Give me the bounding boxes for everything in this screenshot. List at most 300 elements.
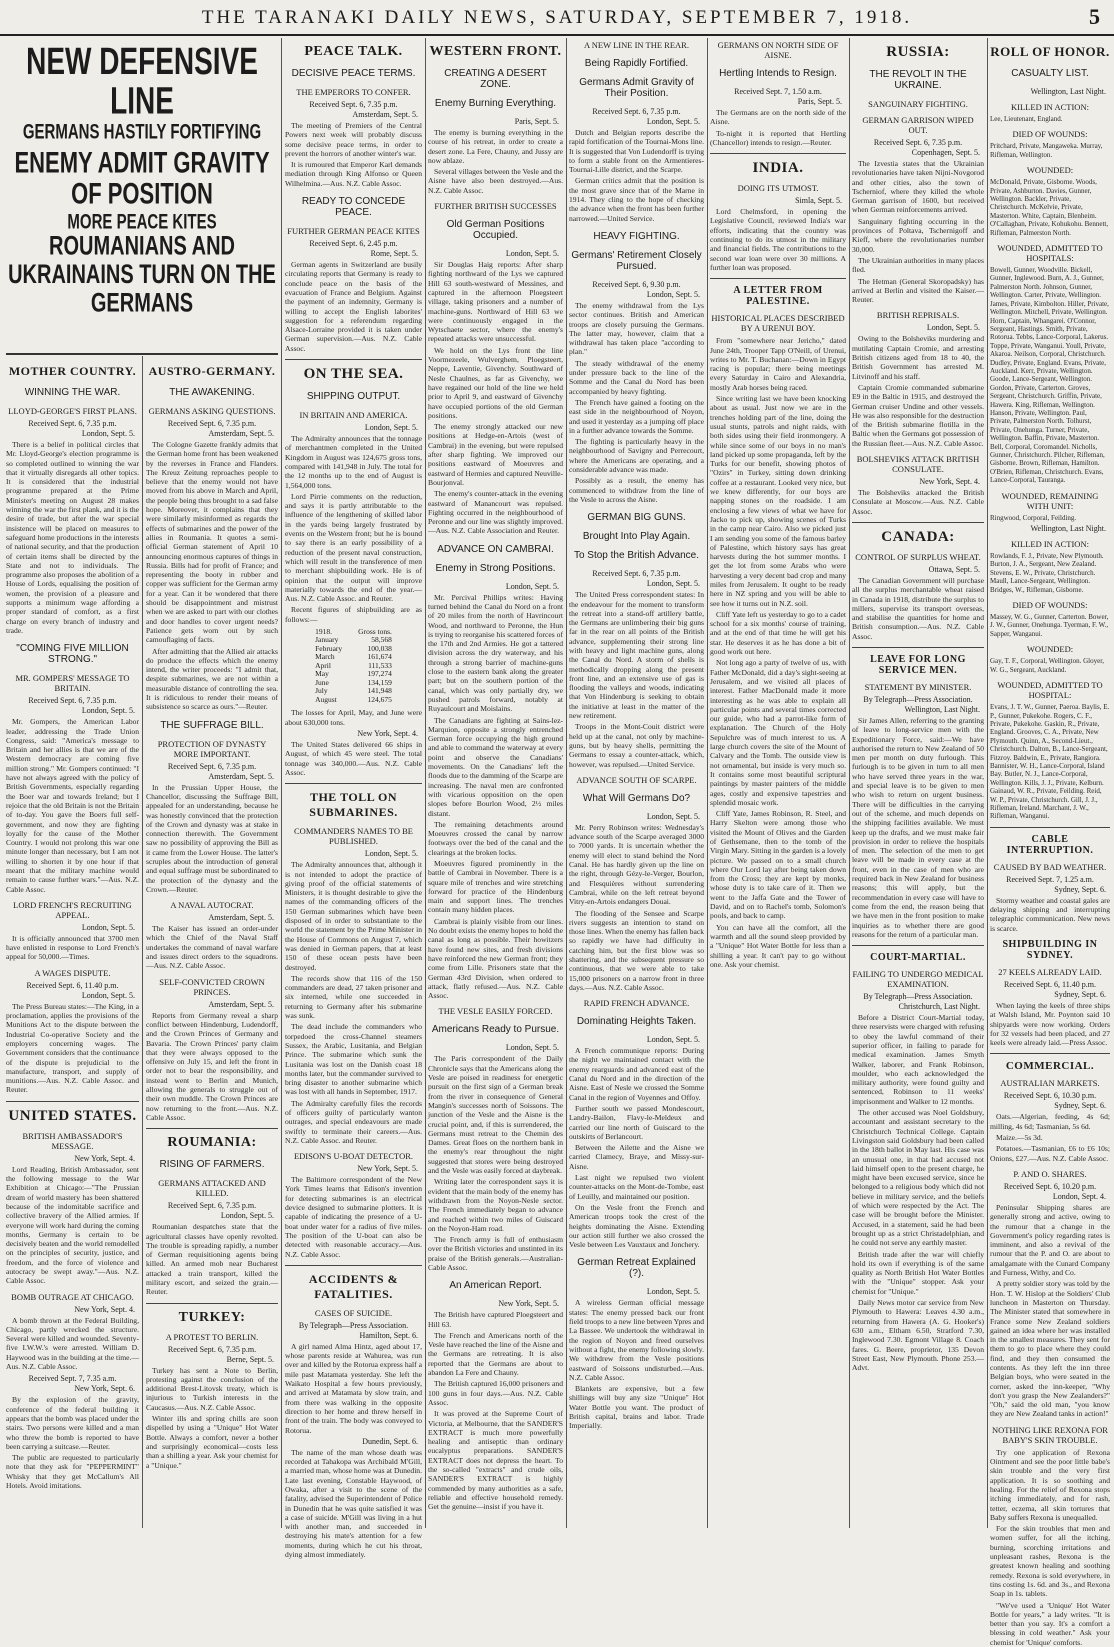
column-rule [566, 38, 567, 1528]
dateline: Hamilton, Sept. 6. [359, 1330, 418, 1340]
casualty-list: McDonald, Private, Gisborne. Woods, Private, Ashburton. Davies, Gunner, Wellington. Backler, Private, Christchurch. McKelvie, Private, Masterton. White, Captain, Blenheim. O'Callaghan, Private, Kohukohu. Bennett, Rifleman, Palmerston North. [990, 178, 1109, 237]
article-subhead: A WAGES DISPUTE. [34, 967, 111, 978]
column-5 [569, 38, 704, 1528]
dateline: Received Sept. 6, 10.20 p.m. [1003, 1181, 1097, 1191]
table-header: Gross tons. [358, 626, 392, 636]
dateline: London, Sept. 5. [81, 429, 135, 438]
article-headline: WINNING THE WAR. [24, 387, 121, 398]
article-text: The Kaiser has issued an order-under which the Chief of the Naval Staff undertakes the command of naval warfare and issues direct orders to the squadrons.—Aus. N.Z. Cable Assoc. [146, 924, 278, 971]
dateline: Paris, Sept. 5. [514, 117, 559, 126]
page-number: 5 [1089, 4, 1100, 29]
article-subhead: GERMANS ATTACKED AND KILLED. [158, 1178, 266, 1199]
table-cell: 124,675 [367, 694, 392, 704]
list-label: WOUNDED: [1026, 644, 1074, 655]
dateline: Received Sept. 6, 7.35 p.m. [873, 138, 963, 147]
section-heading: COMMERCIAL. [1005, 1060, 1095, 1073]
dateline: Received Sept. 6, 7.35 p.m. [167, 761, 257, 771]
article-headline: READY TO CONCEDE PEACE. [301, 196, 406, 219]
shipbuilding-table [307, 628, 400, 705]
dateline: New York, Sept. 4. [74, 1304, 135, 1314]
section-heading: PEACE TALK. [304, 44, 403, 59]
article-text: Several villages between the Vesle and the Aisne have also been destroyed.—Aus. N.Z. Cable Assoc. [428, 167, 563, 195]
table-cell: 141,948 [367, 686, 392, 696]
article-text: German critics admit that the position is the most grave since that of the Marne in 1914. They cling to the hope of checking the advance when the front has been further narrowed.—United Service. [569, 176, 704, 223]
dateline: New York, Sept. 4. [74, 1153, 135, 1163]
dateline: London, Sept. 5. [220, 1211, 274, 1221]
divider [990, 827, 1110, 828]
article-headline: "COMING FIVE MILLION STRONG." [16, 643, 129, 666]
casualty-list: Rowlands, F. J., Private, New Plymouth. Burton, J. A., Sergeant, New Zealand. Stevens, E. W., Private, Christchurch. Maull, Lance-Sergeant, Wellington. Bridges, W., Rifleman, Gisborne. [990, 552, 1104, 594]
section-heading: ON THE SEA. [303, 366, 404, 383]
dateline: London, Sept. 5. [364, 849, 418, 859]
article-text: The Canadians are fighting at Sains-lez-Marquion, opposite a strongly entrenched German force occupying the high ground and able to command the waterway at every point and observe the Canadians' movements. On the Canadians' left the floods due to the damming of the Scarpe are increasing. The naval men are confronted with vicarious opposition on the open slopes before Bourlon Wood, 2½ miles distant. [428, 715, 563, 818]
article-text: Lord Pirrie comments on the reduction, and says it is partly attributable to the influence of the lengthening of skilled labor in the yards being largely frustrated by events on the Western front; but he is bound to say there is an early possibility of a reduction of the present naval construction, which will result in the transference of men to merchant shipbuilding work. He is of opinion that the output will improve materially towards the end of the year.—Aus. N.Z. Cable Assoc. and Reuter. [285, 491, 422, 604]
article-subhead: A PROTEST TO BERLIN. [165, 1331, 259, 1342]
article-text: From "somewhere near Jericho," dated June 24th, Trooper Tapp O'Neill, of Urenui, writes to Mr. T. Buchanan:—Down in Egypt racing is popular; there being meetings every Saturday in Cairo and Alexandria, mostly Arab horses being raced. [710, 336, 846, 392]
divider [6, 1101, 139, 1102]
article-text: Writing later the correspondent says it is evident that the main body of the enemy has withdrawn from the Noyon-Nesle sector. The French immediately began to advance and reached within two miles of Guiscard on the Noyon-Ham road. [428, 1177, 563, 1233]
section-heading: ROLL OF HONOR. [990, 44, 1110, 59]
article-subhead: CASES OF SUICIDE. [314, 1307, 393, 1318]
article-subhead: FURTHER BRITISH SUCCESSES [434, 201, 557, 212]
table-cell: 58,568 [371, 635, 392, 645]
dateline: London, Sept. 5. [646, 289, 700, 299]
masthead [0, 0, 1114, 36]
lead-subhead: ENEMY ADMIT GRAVITY OF POSITION [14, 145, 270, 211]
lead-subhead: GERMANS HASTILY FORTIFYING [22, 120, 262, 145]
dateline: London, Sept. 5. [81, 706, 135, 716]
article-text: The remaining detachments around Moeuvres crossed the canal by narrow footways over the bed of the canal and the clearings at the broken locks. [428, 819, 563, 857]
divider [146, 1128, 278, 1129]
dateline: London, Sept. 5. [646, 811, 700, 821]
dateline: Simla, Sept. 5. [795, 196, 842, 206]
casualty-list: Bowell, Gunner, Woodville. Bickell, Gunner, Inglewood. Burn, A. J., Gunner, Palmerston North. Johnson, Gunner, Wellington. Carter, Private, Wellington. James, Private, Kimbolton. Hiller, Private, Wellington. Mitchell, Private, Wellington. Horn, Captain, Whangarei. O'Connor, Sergeant, Hastings. Smith, Private, Rotorua. Tebbs, Lance-Corporal, Lakerus. Toppe, Private, Wanganui. Youll, Private, Akaroa. Neilson, Corporal, Christchurch. Dudley, Private, England. Evans, Private, Auckland. Kerr, Private, Wellington. Goode, Lance-Sergeant, Wellington. Gordon, Private, Carterton. Groves, Sergeant, Christchurch. Griffin, Private, Hawera. King, Rifleman, Wellington. Hanson, Private, Wellington. Paul, Private, Palmerston North. Tolhurst, Private, Onehunga. Turner, Private, Wellington. Baffin, Private, Masterton. Bell, Corporal, Coromandel. Nicholls, Gunner, Christchurch. Pilcher, Rifleman, Gisborne. Brown, Rifleman, Hamilton. O'Brien, Rifleman, Christchurch. Evans, Lance-Corporal, Tauranga. [990, 266, 1109, 485]
dateline: By Telegraph—Press Association. [863, 992, 973, 1002]
dateline: Wellington, Last Night. [1030, 524, 1106, 534]
article-text: The meeting of Premiers of the Central Powers next week will probably discuss some decisive peace terms, in order to prevent the horrors of another winter's war. [285, 121, 422, 158]
advertisement-text: You can have all the comfort, all the warmth and all the sound sleep provided by a "Unique" Hot Water Bottle for less than a shilling a year. It can't pay to go without one. Ask your chemist. [710, 922, 846, 969]
section-heading: MOTHER COUNTRY. [8, 364, 137, 378]
list-label: WOUNDED: [1026, 165, 1074, 176]
section-heading: LEAVE FOR LONG SERVICE MEN. [870, 653, 966, 676]
dateline: London, Sept. 5. [364, 423, 418, 433]
article-text: Not long ago a party of twelve of us, with Father McDonald, did a day's sight-seeing at Jerusalem, and we visited all places of interest. Father MacDonald made it more interesting as he was able to explain all particular points and several times corrected our guide, who had a parrot-like form of explanation. The Church of the Holy Sepulchre was of much interest to us. A large church covers the site of the Mount of Calvary and the Tomb. The outside view is not ornamental, but inside is very much so. It contains some most beautiful scriptural paintings by master painters of the middle ages, costly and expensive tapestries and splendid mosaic work. [710, 658, 846, 807]
article-headline: RISING OF FARMERS. [159, 1159, 265, 1171]
article-headline: Germans' Retirement Closely Pursued. [571, 249, 702, 272]
dateline: New York, Sept. 5. [498, 1299, 559, 1309]
article-subhead: LLOYD-GEORGE'S FIRST PLANS. [8, 406, 137, 416]
article-text: The French have gained a footing on the east side in the neighbourhood of Noyon, and used it yesterday as a jumping off place in a further advance towards the Somme. [569, 397, 704, 435]
section-heading: UNITED STATES. [8, 1107, 137, 1124]
article-subhead: AUSTRALIAN MARKETS. [1000, 1078, 1100, 1089]
lead-subhead: ROUMANIANS AND UKRAINAINS TURN ON THE GERMANS [8, 232, 276, 319]
dateline: Sydney, Sept. 6. [1054, 1101, 1106, 1111]
article-text: We hold on the Lys front the line Voormezeele, Wulverghem, Ploegsteert, Neppe, Laventie, Givenchy. Southward of Nesle Chaulnes, as far as Givenchy, we have regained our hold of the line we held prior to April 9, and eastward of Givenchy have occupied portions of the old German positions. [428, 345, 563, 420]
list-label: DIED OF WOUNDS: [1012, 129, 1088, 140]
article-text: On the Vesle front the French and American troops took the crest of the heights dominating the Aisne. Extending our action still further we also crossed the Vesle between Les Vauxtaux and Jonchery. [569, 1202, 704, 1250]
article-text: Owing to the Bolsheviks murdering and mutilating Captain Cromie, and arresting British citizens aged from 18 to 40, the British Government has arrested M. Litvinoff and his staff. [852, 334, 984, 381]
list-label: WOUNDED, ADMITTED TO HOSPITALS: [997, 243, 1103, 264]
article-subhead: THE VESLE EASILY FORCED. [438, 1006, 553, 1017]
article-text: The losses for April, May, and June were about 630,000 tons. [285, 708, 422, 727]
article-text: When laying the keels of three ships at Walsh Island, Mr. Poynton said 10 shipyards were now working. Orders for 32 vessels had been placed, and 27 keels were already laid.—Press Assoc. [990, 1000, 1110, 1048]
table-cell: January [315, 635, 339, 645]
dateline: London, Sept. 5. [505, 1043, 559, 1053]
article-text: A pretty soldier story was told by the Hon. T. W. Hislop at the Soldiers' Club luncheon in Masterton on Thursday. The Minister stated that somewhere in France some New Zealand soldiers gained an idea where her was installed in the smallest measures. They sent for them to go to place where they could find, and they then consumed the contents. As they left the inn three Belgian boys, who were seated in the corner, asked the inn-keeper, "Why don't you grasp the New Zealanders?" "Oh," said the old man, "you know they are New Zealand tanks in action!" [990, 1279, 1110, 1419]
dateline: Received Sept. 6, 7.35 p.m. [592, 569, 681, 579]
dateline: London, Sept. 5. [926, 323, 980, 333]
advertisement-text: Try one application of Rexona Ointment and see the poor little babe's skin trouble and the very first application. It is so soothing and healing. For the relief of Rexona stops itching immediately, and for rash, tetter, eczema, all skin tortures that Baby suffers Rexona is unequalled. [990, 1447, 1110, 1522]
article-subhead: EDISON'S U-BOAT DETECTOR. [293, 1151, 414, 1162]
table-cell: July [315, 686, 328, 696]
article-text: Sir Douglas Haig reports: After sharp fighting northward of the Lys we captured Hill 63 south-westward of Messines, and captured in the afternoon Ploegsteert village, taking prisoners and a number of machine-guns. Northward of Hill 63 we were continuously engaged in the Wytschaete sector, where the enemy's repeated attacks were unsuccessful. [428, 260, 563, 344]
advertisement-text: Daily News motor car service from New Plymouth to Hawera: Leaves 4.30 a.m., returning from Hawera (A. G. Hooker's) 630 a.m., Eltham 6.50, Stratford 7.30, Inglewood 7.30. Egmont Village 8. Coach fares. G. Beere, proprietor, 135 Devon Street East, New Plymouth. Phone 253.—Advt. [852, 1298, 984, 1373]
article-text: The Paris correspondent of the Daily Chronicle says that the Americans along the Vesle are poised in readiness for energetic pursuit on the first sign of a German break from the river in consequence of General Mangin's successes north of Soissons. The junction of the Vesle and the Aisne is the crucial point, and, if this is surrendered, the Germans must retreat to the Chemin des Dames. Great floes on the northern bank in the enemy's rear throughout the night suggested that stores were being destroyed and the Vesle was easily forced at daybreak. [428, 1054, 563, 1176]
article-subhead: FURTHER GERMAN PEACE KITES [287, 226, 420, 237]
article-headline: SHIPPING OUTPUT. [306, 391, 401, 403]
section-heading: A LETTER FROM PALESTINE. [733, 285, 823, 308]
section-heading: CANADA: [881, 528, 955, 545]
article-headline: An American Report. [449, 1280, 542, 1292]
table-cell: 111,533 [368, 660, 392, 670]
article-text: A girl named Alma Hintz, aged about 17, whose parents reside at Wahurea, was run over and killed by the Rotorua express half a mile past Matamata yesterday. She left the Waikato Hospital a few hours previously, and arrived at Matamata by slow train, and from there was walking in the opposite direction to her home and threw herself in front of the train. The body was conveyed to Rotorua. [285, 1341, 422, 1435]
article-text: The Press Bureau states:—The King, in a proclamation, applies the provisions of the Munitions Act to the dispute between the Industrial Co-operative Society and the employers concerning wages. The Government considers that the continuance of the dispute is prejudicial to the manufacture, transport, and supply of munitions.—Aus. N.Z. Cable Assoc. and Reuter. [6, 1001, 139, 1095]
dateline: Received Sept. 6, 7.35 p.m. [28, 696, 117, 706]
lead-story-headlines [6, 38, 278, 358]
dateline: Rome, Sept. 5. [370, 249, 418, 259]
table-cell: March [315, 652, 335, 662]
article-subhead: BOLSHEVIKS ATTACK BRITISH CONSULATE. [856, 454, 980, 475]
article-text: Possibly as a result, the enemy has commenced to withdraw from the line of the Vesle to across the Aisne. [569, 476, 704, 504]
casualty-list: Gay, T. F., Corporal, Wellington. Gloyer, W. G., Sergeant, Auckland. [990, 657, 1105, 674]
article-text: The French and Americans north of the Vesle have reached the line of the Aisne and the Germans are retreating. It is also reported that the Germans are about to abandon La Fere and Chauny. [428, 1330, 563, 1378]
dateline: Wellington, Last Night. [1030, 87, 1106, 96]
article-text: The name of the man whose death was recorded at Tahakopa was Archibald M'Gill, a married man, whose home was at Dunedin. Late last evening, Constable Haywood, of Owaka, after a visit to the scene of the fatality, advised the Superintendent of Police in Dunedin that he was quite satisfied it was a case of suicide. M'Gill was living in a hut with another man, and succeeded in destroying his mate's attention for a few moments, during which he cut his throat, dying almost immediately. [285, 1447, 422, 1560]
article-subhead: SANGUINARY FIGHTING. [868, 99, 968, 109]
article-text: The Germans are on the north side of the Aisne. [710, 108, 846, 127]
lead-subhead: MORE PEACE KITES [67, 210, 217, 234]
article-subhead: IN BRITAIN AND AMERICA. [299, 410, 408, 421]
dateline: By Telegraph—Press Association. [863, 694, 973, 704]
table-header: 1918. [315, 626, 332, 636]
article-text: By the explosion of the gravity, conference of the federal building it appears that the bomb was placed under the stairs. Two persons were killed and a man who threw the bomb is reported to have been carrying a suitcase.—Reuter. [6, 1395, 139, 1451]
article-headline: Brought Into Play Again. [582, 531, 691, 543]
article-text: The records show that 116 of the 150 commanders are dead, 27 taken prisoner and six interned, while one succeeded in returning to Germany after his submarine was sunk. [285, 973, 422, 1021]
article-text: Cambrai is plainly visible from our lines. No doubt exists the enemy hopes to hold the canal as long as possible. Their howitzers have found new sites, and fresh divisions have reinforced the new German front; they come from Lille. Prisoners state that the German 43rd Division, when ordered to attack, flatly refused.—Aus. N.Z. Cable Assoc. [428, 916, 563, 1001]
table-cell: April [315, 660, 331, 670]
article-text: Further south we passed Mondescourt, Landry-Bailon, Flavy-le-Meldeux and carried our line north of Guiscard to the outskirts of Berlancourt. [569, 1103, 704, 1141]
dateline: Received Sept. 6, 7.35 p.m. [167, 1344, 257, 1354]
article-text: Peninsular Shipping shares are generally strong and active, owing to the rumour that a change in the Government's policy regarding rates is imminent, and also a revival of the rumour that the P. and O. are about to amalgamate with the Cunard Company and Furness, Withy, and Co. [990, 1202, 1110, 1278]
article-subhead: GERMANS ON NORTH SIDE OF AISNE. [717, 40, 839, 60]
article-subhead: A NEW LINE IN THE REAR. [584, 40, 689, 50]
article-text: The Bolsheviks attacked the British Consulate at Moscow.—Aus. N.Z. Cable Assoc. [852, 488, 984, 516]
article-headline: THE REVOLT IN THE UKRAINE. [869, 69, 967, 91]
section-heading: AUSTRO-GERMANY. [148, 364, 276, 378]
article-text: The British captured 16,000 prisoners and 100 guns in four days.—Aus. N.Z. Cable Assoc. [428, 1379, 563, 1407]
dateline: London, Sept. 4. [1052, 1191, 1106, 1201]
table-cell: February [315, 643, 343, 653]
dateline: Received Sept. 6, 9.30 p.m. [592, 279, 681, 289]
advertisement-text: "We've used a 'Unique' Hot Water Bottle for years," a lady writes. "It is better than you say. It's a comfort a blessing in cold weather." Ask your chemist for 'Unique' comforts. [990, 1600, 1110, 1647]
dateline: Sydney, Sept. 6. [1054, 989, 1106, 999]
article-subhead: NOTHING LIKE REXONA FOR BABY'S SKIN TROUBLE. [992, 1424, 1108, 1445]
dateline: New York, Sept. 5. [357, 1164, 418, 1174]
dateline: Amsterdam, Sept. 5. [208, 999, 274, 1009]
column-2 [146, 358, 278, 1528]
dateline: Amsterdam, Sept. 5. [208, 913, 274, 923]
article-text: Last night we repulsed two violent counter-attacks on the Mont-de-Tombe, east of Leuilly, and maintained our position. [569, 1173, 704, 1201]
article-headline: German Retreat Explained (?). [577, 1257, 696, 1280]
article-text: Turkey has sent a Note to Berlin, protesting against the conclusion of the additional Brest-Litovsk treaty, which is injurious to Turkish interests in the Caucasus.—Aus. N.Z. Cable Assoc. [146, 1365, 278, 1412]
section-heading: CABLE INTERRUPTION. [1006, 833, 1094, 856]
article-text: Cliff Yate left us yesterday to go to a cadet school for a six months' course of training, and at the end of that time he will get his star. He deserves it as he has done a bit of good work out here. [710, 609, 846, 657]
article-headline: HEAVY FIGHTING. [593, 230, 680, 242]
article-headline: To Stop the British Advance. [573, 550, 700, 562]
list-label: KILLED IN ACTION: [1011, 539, 1089, 550]
dateline: Copenhagen, Sept. 5. [911, 148, 980, 157]
dateline: London, Sept. 5. [646, 579, 700, 589]
article-text: Mr. Gompers, the American Labor leader, addressing the Trade Union Congress, said: "America's message to Britain and her allies is that we are of the Western democracy are coming five million strong." Mr. Gompers continued: "I have not always agreed with the policy of British Governments, especially regarding the Boer war and towards Ireland; but I rejoice that the old Britain is not the Britain of to-day. You gave the Boers full self-government, and now they are fighting loyally for the cause of the Mother Country. I would not prolong this war one minute longer than necessary, but I am not willing to shorten it by one hour if that meant that the military machine would remain to cause further wars."—Aus. N.Z. Cable Assoc. [6, 717, 139, 894]
article-text: A French communique reports: During the night we maintained contact with the enemy rearguards and advanced east of the Canal du Nord and in the direction of the Aisne. East of Nesle we crossed the Somme Canal in the region of Voyennes and Offoy. [569, 1046, 704, 1102]
article-subhead: COMMANDERS NAMES TO BE PUBLISHED. [294, 826, 413, 847]
article-headline: Dominating Heights Taken. [576, 1016, 697, 1028]
article-text: The Izvestia states that the Ukrainian revolutionaries have taken Nijni-Novgorod and other cities, also the town of Tscherniof, where they killed the whole German garrison of 1600, but received when German reinforcements arrived. [852, 159, 984, 215]
article-text: The fighting is particularly heavy in the neighbourhood of Savigny and Perrecourt, where the Americans are operating, and a considerable advance was made. [569, 437, 704, 475]
lead-headline: NEW DEFENSIVE LINE [26, 40, 258, 122]
article-text: The steady withdrawal of the enemy under pressure back to the line of the Somme and the Canal du Nord has been accompanied by heavy fighting. [569, 358, 704, 396]
column-4 [428, 38, 563, 1528]
article-text: A bomb thrown at the Federal Building, Chicago, partly wrecked the structure. Several were killed and wounded. Seventy-five I.W.W.'s were arrested. William D. Haywood was in the building at the time.—Aus. N.Z. Cable Assoc. [6, 1315, 139, 1372]
article-headline: Hertling Intends to Resign. [719, 68, 837, 79]
article-text: Lord Reading, British Ambassador, sent the following message to the War Exhibition at Chicago:—"The Prussian dream of world mastery has been shattered because of the indomitable sacrifice and collective bravery of the Allied armies. If everyone will work hard during the coming months, Germany is certain to be decisively beaten and the world remodelled on the principles of security, justice, and freedom, and the force of violence and autocracy be swept away."—Aus. N.Z. Cable Assoc. [6, 1164, 139, 1286]
article-text: Recent figures of shipbuilding are as follows:— [285, 605, 422, 624]
list-label: WOUNDED, ADMITTED TO HOSPITAL: [997, 680, 1103, 701]
article-subhead: HISTORICAL PLACES DESCRIBED BY A URENUI BOY. [711, 313, 845, 334]
article-text: After admitting that the Allied air attacks do produce the effects which the enemy intend, the writer proceeds: "I admit that, despite submarines, we are not within a measurable distance of controlling the sea. It is ridiculous to render their means of subsistence so scarce as ours."—Reuter. [146, 646, 278, 712]
article-text: The Canadian Government will purchase all the surplus merchantable wheat raised in Canada in 1918, distribute the surplus to millers, supervise its transport overseas, and stabilise the quantities for home and British consumption.—Aus. N.Z. Cable Assoc. [852, 575, 984, 641]
article-text: The enemy withdrawal from the Lys sector continues. British and American troops are closely pursuing the Germans. The latter may, however, claim that a withdrawal has taken place "according to plan." [569, 300, 704, 357]
article-subhead: ADVANCE SOUTH OF SCARPE. [576, 774, 697, 785]
article-text: Dutch and Belgian reports describe the rapid fortification of the Tournai-Mons line. It is suggested that Von Ludendorff is trying to form a stable front on the Armentieres-Tournai-Lille district, and the Scarpe. [569, 128, 704, 175]
article-subhead: STATEMENT BY MINISTER. [864, 681, 972, 692]
dateline: Berne, Sept. 5. [226, 1354, 274, 1364]
divider [852, 522, 984, 523]
dateline: Received Sept. 6, 7.35 p.m. [167, 1201, 257, 1211]
article-text: The United States delivered 66 ships in August, of which 45 were steel. The total tonnage was 340,000.—Aus. N.Z. Cable Assoc. [285, 740, 422, 777]
casualty-list: Pritchard, Private, Mangaweka. Murray, Rifleman, Wellington. [990, 142, 1103, 159]
table-cell: August [315, 694, 337, 704]
article-text: Troops in the Mont-Couit district were held up at the canal, not only by machine-guns, but by heavy shells, permitting the Germans to essay a counter-attack, which, however, was repulsed.—United Service. [569, 722, 704, 769]
section-heading: ACCIDENTS & FATALITIES. [308, 1271, 399, 1301]
article-text: The enemy strongly attacked our new positions at Hedge-en-Artois (west of Cambrai) in the evening, but were repulsed after sharp fighting. We improved our positions eastward of Moeuvres and eastward of Hermies and captured Neuville-Bourjonval. [428, 422, 563, 487]
advertisement-text: The public are requested to particularly note that they ask for "PEPPERMINT" Whisky that they get McCallum's All Hotels. Avoid imitations. [6, 1453, 139, 1491]
dateline: Received Sept. 6, 7.35 p.m. [167, 419, 257, 428]
dateline: By Telegraph—Press Association. [298, 1320, 409, 1330]
section-heading: INDIA. [752, 160, 804, 177]
dateline: Christchurch, Last Night. [898, 1002, 980, 1012]
casualty-list: Lee, Lieutenant, England. [990, 115, 1063, 123]
article-text: The French army is full of enthusiasm over the British victories and unstinted in its praise of the British generals.—Australian-Cable Assoc. [428, 1235, 563, 1272]
dateline: New York, Sept. 4. [357, 729, 418, 739]
table-cell: 197,274 [367, 669, 392, 679]
article-text: The enemy's counter-attack in the evening eastward of Manancourt was repulsed. Fighting occurred in the neighbourhood of Peronne and our line was slightly improved.—Aus. N.Z. Cable Association and Reuter. [428, 489, 563, 536]
section-heading: SHIPBUILDING IN SYDNEY. [1002, 938, 1098, 961]
advertisement-text: British trade after the war will chiefly hold its own if everything is of the same quality as North British Hot Water Bottles with the "Unique" stopper. Ask your chemist for "Unique." [852, 1249, 984, 1296]
column-rule [425, 38, 426, 1528]
article-headline: CASUALTY LIST. [1011, 68, 1089, 79]
column-3 [285, 38, 422, 1560]
article-headline: Enemy in Strong Positions. [435, 562, 556, 574]
article-text: The United Press correspondent states: In the endeavour for the moment to transform the retreat into a stand-off artillery battle, the Germans are unlimbering their big guns far in the rear on all points of the British advance, supplementing their strong line with heavy and light machine guns, along the Canal du Nord. A storm of shells is methodically dropping along the present front line, and an extensive use of gas is flooding the valleys and woods, indicating that Von Hindenburg is seeking to obtain the initiative at least in the matter of the new retirement. [569, 590, 704, 721]
dateline: Amsterdam, Sept. 5. [208, 429, 274, 438]
article-subhead: GERMAN GARRISON WIPED OUT. [862, 115, 974, 135]
article-text: Captain Cromie commanded submarine E9 in the Baltic in 1915, and destroyed the German cruiser Undine and other vessels. He was also responsible for the destruction of the British submarine flotilla in the Baltic when the Germans got possession of the Russian fleet.—Aus. N.Z. Cable Assoc. [852, 382, 984, 448]
article-subhead: BOMB OUTRAGE AT CHICAGO. [11, 1291, 134, 1302]
column-rule [142, 356, 143, 1528]
article-text: The Cologne Gazette frankly admits that the German home front has been weakened by the reverses in France and Flanders. The Kreuz Zeitung reproaches people to believe that the enemy would not have moved from his above in March and April, the people being thus brought to a sad false hope. Moreover, it complains that they were similarly misinformed as regards the effects of submarines and the power of the allies in Roumania. It quotes a semi-official German statement of April 10 announcing enormous captures of things in Russia. Bills had for profit of France; and representing the booty in rubber and copper was sufficient for the German army for a year. Can it be wondered that there should be disappointment and mistrust when we are asked to part with our clothes and door handles to cover urgent needs? Patience gets worn out by such camouflaging of facts. [146, 440, 278, 645]
table-cell: 100,038 [367, 643, 392, 653]
article-text: The Ukrainian authorities in many places fled. [852, 255, 984, 275]
column-rule [987, 38, 988, 1528]
divider [285, 359, 422, 360]
article-subhead: MR. GOMPERS' MESSAGE TO BRITAIN. [15, 673, 130, 694]
dateline: London, Sept. 5. [81, 922, 135, 932]
article-text: A wireless German official message states: The enemy pressed back our front field troops to a new line between Ypres and La Bassee. We undertook the withdrawal in the region of Noyon and freed ourselves without a fight, the enemy following slowly. We withdrew from the Vesle positions eastward of Soissons undisturbed.—Aus. N.Z. Cable Assoc. [569, 1298, 704, 1382]
article-text: Sanguinary fighting occurring in the provinces of Poltava, Tschernigoff and Kieff, where the revolutionaries number 30,000. [852, 216, 984, 254]
divider [146, 1303, 278, 1304]
article-subhead: BRITISH AMBASSADOR'S MESSAGE. [22, 1130, 123, 1151]
dateline: London, Sept. 5. [646, 1035, 700, 1045]
article-subhead: RAPID FRENCH ADVANCE. [583, 998, 690, 1009]
dateline: Dunedin, Sept. 6. [362, 1436, 418, 1446]
article-subhead: THE EMPERORS TO CONFER. [296, 87, 411, 97]
table-cell: June [315, 677, 329, 687]
article-subhead: CAUSED BY BAD WEATHER. [993, 861, 1107, 872]
dateline: New York, Sept. 6. [74, 1384, 135, 1394]
article-subhead: BRITISH REPRISALS. [876, 310, 960, 321]
article-subhead: FAILING TO UNDERGO MEDICAL EXAMINATION. [852, 969, 984, 990]
article-text: Between the Ailette and the Aisne we carried Clamecy, Braye, and Missy-sur-Aisne. [569, 1143, 704, 1171]
dateline: Received Sept. 6, 7.35 p.m. [592, 107, 681, 116]
article-subhead: PROTECTION OF DYNASTY MORE IMPORTANT. [157, 738, 267, 759]
article-headline: DECISIVE PEACE TERMS. [291, 68, 416, 79]
dateline: Received Sept. 6, 11.40 p.m. [26, 980, 119, 990]
dateline: Amsterdam, Sept. 5. [352, 110, 418, 119]
dateline: London, Sept. 5. [505, 249, 559, 259]
article-headline: Germans Admit Gravity of Their Position. [579, 77, 694, 99]
article-headline: GERMAN BIG GUNS. [587, 512, 686, 524]
advertisement-text: Winter ills and spring chills are soon dispelled by using a "Unique" Hot Water Bottle. Always a comfort, never a bother and surprisingly economical—costs less than a shilling a year. Ask your chemist for a "Unique." [146, 1414, 278, 1470]
article-subhead: 27 KEELS ALREADY LAID. [998, 966, 1102, 977]
article-headline: THE AWAKENING. [169, 387, 255, 398]
column-rule [281, 38, 282, 1528]
dateline: Received Sept. 6, 7.35 p.m. [28, 419, 117, 428]
article-subhead: P. AND O. SHARES. [1013, 1168, 1087, 1179]
article-subhead: LORD FRENCH'S RECRUITING APPEAL. [13, 899, 132, 920]
divider [710, 278, 846, 279]
section-heading: COURT-MARTIAL. [870, 952, 966, 964]
article-text: Oats.—Algerian, feeding, 4s 6d; milling, 4s 6d; Tasmanian, 5s 6d. [990, 1112, 1110, 1131]
dateline: Sydney, Sept. 6. [1054, 884, 1106, 894]
article-text: Moeuvres figured prominently in the battle of Cambrai in November. There is a square mile of trenches and wire stretching forward for practice of the Hindenburg main and support lines. The trenches contain many hidden places. [428, 859, 563, 915]
article-text: Potatoes.—Tasmanian, £6 to £6 10s; Onions, £27.—Aus. N.Z. Cable Assoc. [990, 1144, 1110, 1163]
article-headline: Old German Positions Occupied. [446, 219, 545, 242]
article-text: In the Prussian Upper House, the Chancellor, discussing the Suffrage Bill, appealed for an understanding, because he was honestly convinced that the protection of the Crown and dynasty was at stake in connection therewith. The Government saw no possibility of approving the Bill as it came from the Lower House. The latter's scruples about the introduction of general and equal suffrage must be subordinated to the protection of the dynasty and the Crown.—Reuter. [146, 782, 278, 894]
article-subhead: A NAVAL AUTOCRAT. [170, 900, 254, 911]
column-1 [6, 358, 139, 1528]
article-subhead: GERMANS ASKING QUESTIONS. [148, 406, 276, 416]
dateline: Paris, Sept. 5. [797, 97, 842, 106]
article-text: Roumanian despatches state that the agricultural classes have openly revolted. The trouble is spreading rapidly, a number of German requisitioning agents being killed. An armed mob near Bucharest attacked a train transport, killed the military escort, and seized the grain.—Reuter. [146, 1222, 278, 1297]
list-label: DIED OF WOUNDS: [1012, 600, 1088, 611]
article-headline: CREATING A DESERT ZONE. [444, 68, 547, 90]
article-text: The enemy is burning everything in the course of his retreat, in order to create a desert zone. La Fere, Chauny, and Jussy are now ablaze. [428, 128, 563, 165]
article-headline: Being Rapidly Fortified. [584, 58, 689, 69]
column-8 [990, 38, 1111, 1647]
article-text: The flooding of the Sensee and Scarpe rivers suggests an intention to stand on those lines. When the enemy has fallen back so rapidly we have had difficulty in catching him, but the first blow was so shattering, and the subsequent pressure so continuous, that we were able to take 15,000 prisoners on a narrow front in three days.—Aus. N.Z. Cable Assoc. [569, 908, 704, 992]
lead-divider [6, 353, 278, 355]
dateline: London, Sept. 5. [505, 581, 559, 591]
dateline: Received Sept. 6, 11.40 p.m. [1004, 979, 1096, 989]
table-row [307, 696, 400, 705]
article-text: The Admiralty announces that the tonnage of merchantmen completed in the United Kingdom in August was 124,675 gross tons, compared with 141,948 in July. The total for the 12 months up to the end of August is 1,564,000 tons. [285, 434, 422, 490]
article-text: The other accused was Noel Goldsbury, accountant and assistant secretary to the Christchurch Technical College. Captain Livingston said Goldsbury had been called in the 18th ballot in May last. His case was an unusual one, in that had accused not laid himself open to the present charge, he might have been excused service, since he belonged to a religious body which did not believe in military service, and the beliefs of which were respected by the Act. The case will be brought before the Minister. Accused, in a statement, said he had been brought up as a strict Christadelphian, and he could not serve any earthly master. [852, 1108, 984, 1248]
article-subhead: SELF-CONVICTED CROWN PRINCES. [159, 976, 265, 997]
dateline: Received Sept. 7, 1.25 a.m. [1006, 874, 1094, 884]
section-heading: RUSSIA: [886, 44, 950, 60]
article-text: Mr. Percival Phillips writes: Having turned behind the Canal du Nord on a front of 20 miles from the north of Havrincourt Wood, and northward to Peronne, the Hun is trying to reorganise his scattered forces of the 17th and 2nd Armies. He got a tattered division across the dry waterway, and his through a strong barrier of machine-guns close to the eastern bank along the greater part; but on the southern portion of the canal, which was only partially dry, we pushed patrols forward, notably at Ruyaulcourt and Moislains. [428, 592, 563, 714]
table-cell: 134,159 [367, 677, 392, 687]
dateline: Received Sept. 6, 2.45 p.m. [309, 239, 398, 249]
article-headline: ADVANCE ON CAMBRAI. [437, 543, 554, 555]
article-text: The Baltimore correspondent of the New York Times learns that Edison's invention for detecting submarines is an electrical device designed to submarine plotters. It is capable of indicating the presence of a U-boat under water for a radius of five miles. The position of the U-boat can also be detected with reasonable accuracy.—Aus. N.Z. Cable Assoc. [285, 1175, 422, 1259]
casualty-list: Ringwood, Corporal, Feilding. [990, 513, 1077, 522]
list-label: WOUNDED, REMAINING WITH UNIT: [1001, 490, 1099, 511]
dateline: London, Sept. 5. [646, 1287, 700, 1297]
divider [852, 945, 984, 946]
column-6 [710, 38, 846, 1528]
dateline: Received Sept. 6, 7.35 p.m. [309, 100, 398, 109]
article-text: Sir James Allen, referring to the granting of leave to long-service men with the Expeditionary Force, said:—We have authorised the return to New Zealand of 50 men per month on duty furlough. This furlough is to be given in turn to all men who have served three years in the war, and special leave is to be given to men who wish to return on urgent business. There will be difficulties in the carrying out of the scheme, and much depends on the shipping facilities available. We must keep up the drafts, and we must make fair provision in order to relieve the hospitals of men. The selection of the men to get leave will be made in every case at the front, even in the case of men who are required back in New Zealand for business reasons; this will apply, but the recommendation in every case will have to come from the end, the reason being that we have men in the front position to make inquiries as to whether there are good reasons for the return of a particular man. [852, 715, 984, 939]
article-text: Reports from Germany reveal a sharp conflict between Hindenburg, Ludendorff, and the Crown Princes of Germany and Bavaria. The Crown Princes' party claim that they were always opposed to the offensive on July 15, and left the front in order not to bear the responsibility, and instead went to Berlin and Munich, allowing the generals to struggle out of their own muddle. The Crown Princes are now returning to the front.—Aus. N.Z. Cable Assoc. [146, 1010, 278, 1122]
article-text: It is officially announced that 3700 men have enlisted in response to Lord French's appeal for 50,000.—Times. [6, 933, 139, 962]
dateline: Received Sept. 6, 10.30 p.m. [1003, 1091, 1097, 1101]
divider [710, 153, 846, 154]
column-7 [852, 38, 984, 1528]
dateline: New York, Sept. 4. [919, 477, 980, 487]
section-heading: TURKEY: [178, 1309, 246, 1325]
list-label: KILLED IN ACTION: [1011, 102, 1089, 112]
article-text: Stormy weather and coastal gales are delaying shipping and interrupting telegraphic communication. New news is scarce. [990, 895, 1110, 933]
article-headline: Americans Ready to Pursue. [431, 1024, 560, 1036]
article-text: Before a District Court-Martial today, three reservists were charged with refusing to obey the lawful command of their superior officer, in failing to parade for medical examination. James Smyth Walker, laborer, and Frank Robinson, moulder, who each acknowledged the military authority, were found guilty and sentenced, Robinson to 11 weeks' imprisonment and Walker to 12 months. [852, 1013, 984, 1106]
article-text: The dead include the commanders who torpedoed the cross-Channel steamers Sussex, the Arabic, Lusitania, and Belgian Prince. The submarine which sunk the Lusitania was lost on the Danish coast 18 months later, but the commander survived to bring disaster to another submarine which was lost with all hands in September, 1917. [285, 1022, 422, 1097]
casualty-list: Massey, W. G., Gunner, Carterton. Bower, J. W., Gunner, Onehunga. Tyerman, F. W., Sapper, Wanganui. [990, 613, 1109, 638]
dateline: Received Sept. 7, 1.50 a.m. [734, 87, 822, 96]
article-text: There is a belief in political circles that Mr. Lloyd-George's election programme is so completed outlined to winning the war that it virtually disregards all other topics. It is considered that the industrial programme prepared at the Prime Minister's meeting on August 28 makes winning the war the first plank, and it is the desire of trade, but after the war special insistence will be placed on measures to safeguard home productions in the interests of national security, and that the production of certain items shall be directed by the State and not to individuals. The programme also proposes the abolition of a House of Lords, equalising the position of women, the provision of a pleasure and supports a minimum wage affording a proper standard of comfort, as a first charge on every branch of industry and trade. [6, 440, 139, 635]
article-text: The British have captured Ploegsteert and Hill 63. [428, 1310, 563, 1329]
article-text: Cliff Yate, James Robinson, R. Steel, and Harry Skelton were among those who visited the Mount of Olives and the Garden of Gethsemane, then to the tomb of the Virgin Mary. Sitting in the garden is a lovely picture. We passed on to a small church where Our Lord lay after being taken down from the Cross; they are kept by monks, whose duty is to take care of it. Then we went to the Jaffa Gate and the Tower of David, and on to Rachel's tomb, Solomon's pools, and back to camp. [710, 809, 846, 921]
divider [285, 783, 422, 784]
newspaper-title: THE TARANAKI DAILY NEWS, SATURDAY, SEPTEMBER 7, 1918. [201, 7, 913, 28]
article-text: To-night it is reported that Hertling (Chancellor) intends to resign.—Reuter. [710, 128, 846, 147]
section-heading: ROUMANIA: [167, 1135, 257, 1151]
table-cell: May [315, 669, 329, 679]
divider [852, 647, 984, 648]
article-subhead: CONTROL OF SURPLUS WHEAT. [855, 551, 981, 562]
section-heading: THE TOLL ON SUBMARINES. [309, 790, 398, 820]
